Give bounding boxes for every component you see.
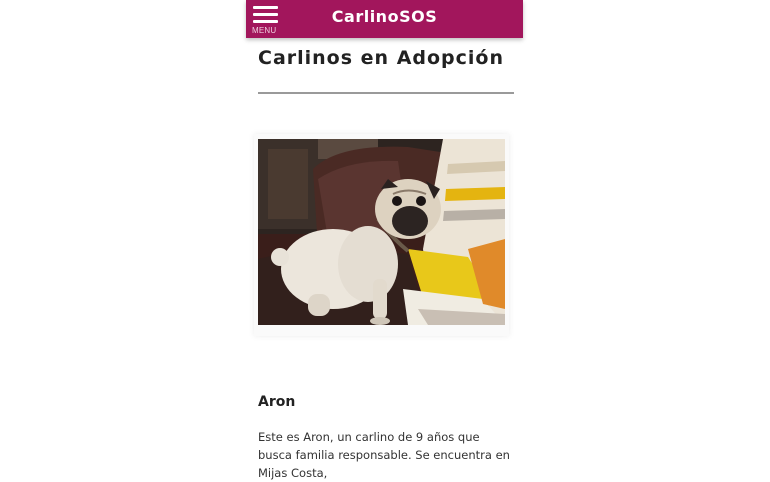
pet-name[interactable]: Aron	[258, 394, 296, 410]
mobile-viewport	[246, 0, 523, 480]
menu-label: MENU	[252, 26, 277, 35]
top-app-bar	[246, 0, 523, 38]
pug-photo[interactable]	[258, 139, 505, 325]
page-title: Carlinos en Adopción	[258, 47, 505, 69]
title-divider	[258, 92, 514, 94]
pet-photo-card[interactable]	[254, 134, 509, 336]
app-title[interactable]: CarlinoSOS	[331, 7, 438, 26]
pet-description: Este es Aron, un carlino de 9 años que busca familia responsable. Se encuentra en Mijas Costa,	[258, 430, 510, 480]
